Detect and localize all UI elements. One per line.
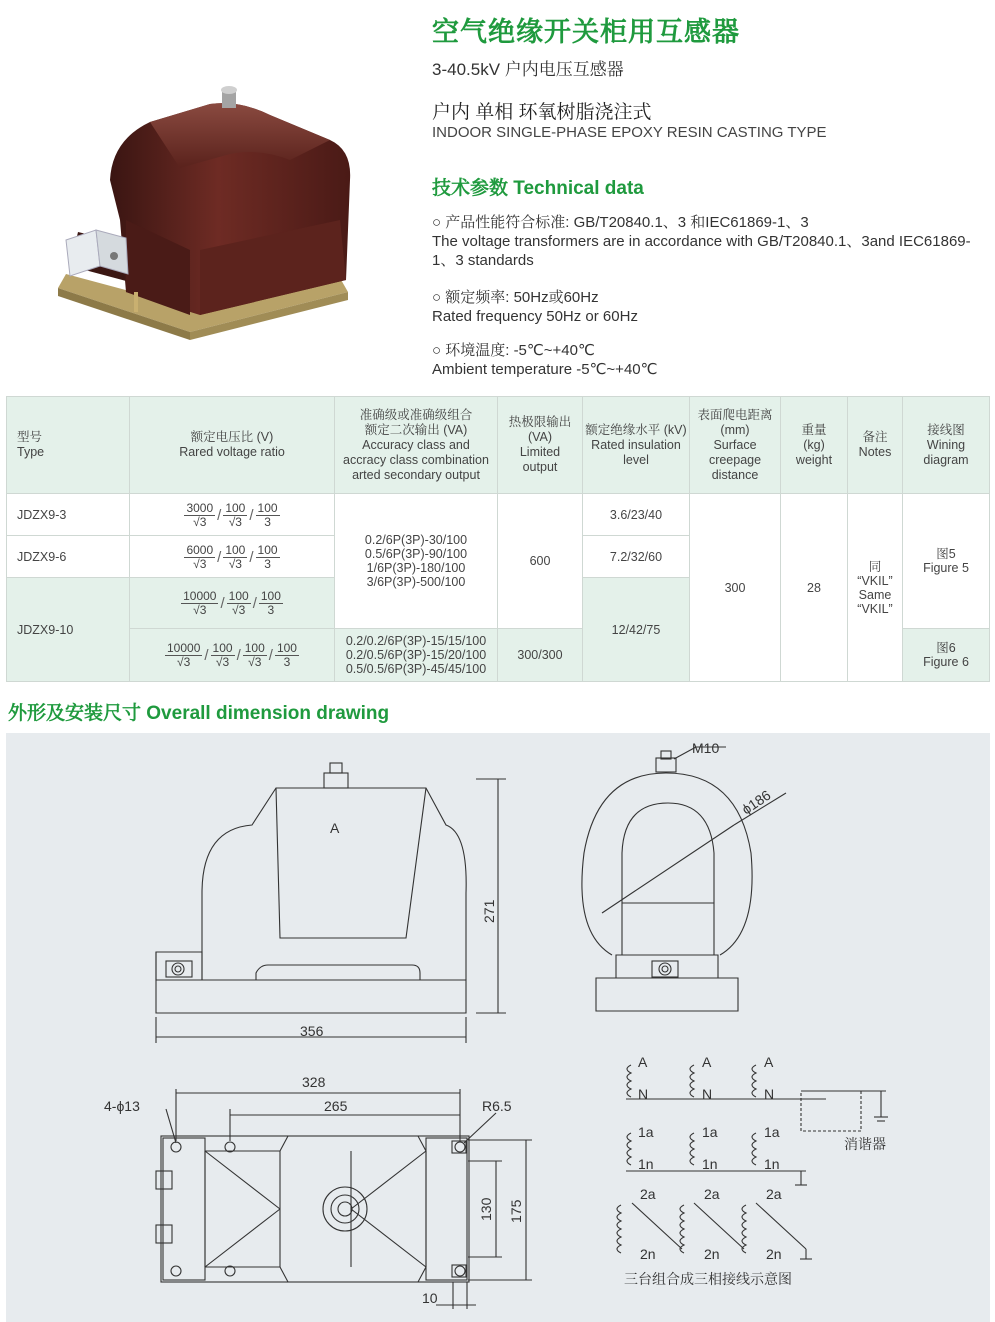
wiring-label-1n: 1n (764, 1156, 780, 1172)
spec-standard-cn: ○ 产品性能符合标准: GB/T20840.1、3 和IEC61869-1、3 (432, 214, 809, 231)
wiring-label-1n: 1n (638, 1156, 654, 1172)
dim-130: 130 (478, 1197, 494, 1221)
wiring-label-2a: 2a (704, 1186, 720, 1202)
drawing-heading: 外形及安装尺寸 Overall dimension drawing (8, 703, 390, 724)
dim-width: 356 (300, 1023, 324, 1039)
wiring-label-1a: 1a (764, 1124, 780, 1140)
wiring-label-N: N (638, 1086, 649, 1102)
cell-insulation: 7.2/32/60 (583, 536, 690, 578)
cell-ratio: 6000 √3 / 100 √3 / 100 3 (130, 536, 335, 578)
spec-standard-en: The voltage transformers are in accordance with GB/T20840.1、3and IEC61869-1、3 standards (432, 233, 971, 269)
dim-10: 10 (422, 1290, 438, 1306)
wiring-label-2a: 2a (766, 1186, 782, 1202)
th-type: 型号 Type (7, 397, 130, 494)
cell-type: JDZX9-10 (7, 578, 130, 682)
spec-temperature-cn: ○ 环境温度: -5℃~+40℃ (432, 342, 595, 359)
spec-standard (432, 213, 972, 270)
dim-radius: R6.5 (482, 1098, 512, 1114)
wiring-schematic (617, 1065, 888, 1259)
cell-limit1: 600 (498, 494, 583, 629)
spec-table (6, 396, 990, 682)
page-title: 空气绝缘开关柜用互感器 (432, 17, 740, 47)
cell-ratio-2: 10000 √3 / 100 √3 / 100 √3 / 100 3 (130, 629, 335, 682)
front-body (202, 788, 466, 980)
dim-holes: 4-ϕ13 (104, 1098, 140, 1114)
wiring-label-2a: 2a (640, 1186, 656, 1202)
cell-wiring1: 图5 Figure 5 (903, 494, 990, 629)
th-creepage: 表面爬电距离 (mm) Surface creepage distance (690, 397, 781, 494)
cell-ratio: 10000 √3 / 100 √3 / 100 3 (130, 578, 335, 629)
th-insulation: 额定绝缘水平 (kV) Rated insulation level (583, 397, 690, 494)
wiring-label-A: A (702, 1054, 712, 1070)
cell-ratio: 3000 √3 / 100 √3 / 100 3 (130, 494, 335, 536)
dim-328: 328 (302, 1074, 326, 1090)
dim-height: 271 (481, 899, 497, 923)
wiring-label-1a: 1a (638, 1124, 654, 1140)
spec-frequency-cn: ○ 额定频率: 50Hz或60Hz (432, 289, 599, 306)
wiring-label-N: N (764, 1086, 775, 1102)
dimension-drawing (6, 733, 990, 1322)
table-row (7, 494, 990, 536)
dim-m10: M10 (692, 740, 720, 756)
wiring-label-1a: 1a (702, 1124, 718, 1140)
cell-limit2: 300/300 (498, 629, 583, 682)
spec-frequency-en: Rated frequency 50Hz or 60Hz (432, 308, 638, 325)
dim-phi186: ϕ186 (738, 786, 774, 818)
wiring-label-A: A (764, 1054, 774, 1070)
th-ratio: 额定电压比 (V) Rared voltage ratio (130, 397, 335, 494)
wiring-label-2n: 2n (704, 1246, 720, 1262)
wiring-label-A: A (638, 1054, 648, 1070)
th-wiring: 接线图 Wining diagram (903, 397, 990, 494)
cell-notes: 同 “VKIL” Same “VKIL” (848, 494, 903, 682)
wiring-label-1n: 1n (702, 1156, 718, 1172)
th-notes: 备注 Notes (848, 397, 903, 494)
wiring-label-2n: 2n (766, 1246, 782, 1262)
table-header-row (7, 397, 990, 494)
cell-type: JDZX9-3 (7, 494, 130, 536)
th-accuracy: 准确级或准确级组合 额定二次输出 (VA) Accuracy class and accracy class combination arted secondary output (335, 397, 498, 494)
cell-wiring2: 图6 Figure 6 (903, 629, 990, 682)
spec-temperature (432, 341, 972, 379)
dim-265: 265 (324, 1098, 348, 1114)
cell-accuracy-group2: 0.2/0.2/6P(3P)-15/15/100 0.2/0.5/6P(3P)-15/20/100 0.5/0.5/6P(3P)-45/45/100 (335, 629, 498, 682)
technical-heading: 技术参数 Technical data (432, 178, 644, 199)
cell-insulation: 3.6/23/40 (583, 494, 690, 536)
wiring-caption: 三台组合成三相接线示意图 (624, 1271, 792, 1287)
cell-type: JDZX9-6 (7, 536, 130, 578)
wiring-label-2n: 2n (640, 1246, 656, 1262)
page-subtitle: 3-40.5kV 户内电压互感器 (432, 60, 624, 79)
cell-weight: 28 (781, 494, 848, 682)
type-cn: 户内 单相 环氧树脂浇注式 (432, 102, 652, 123)
cell-creepage: 300 (690, 494, 781, 682)
cell-insulation: 12/42/75 (583, 578, 690, 682)
th-weight: 重量 (kg) weight (781, 397, 848, 494)
spec-frequency (432, 288, 972, 326)
spec-temperature-en: Ambient temperature -5℃~+40℃ (432, 361, 658, 378)
product-photo (40, 70, 380, 370)
dim-175: 175 (508, 1199, 524, 1223)
th-limit: 热极限输出 (VA) Limited output (498, 397, 583, 494)
cell-accuracy-group1: 0.2/6P(3P)-30/100 0.5/6P(3P)-90/100 1/6P(3P)-180/100 3/6P(3P)-500/100 (335, 494, 498, 629)
type-en: INDOOR SINGLE-PHASE EPOXY RESIN CASTING TYPE (432, 124, 827, 141)
label-A: A (330, 820, 340, 836)
wiring-label-N: N (702, 1086, 713, 1102)
suppressor-label: 消谐器 (844, 1136, 886, 1152)
